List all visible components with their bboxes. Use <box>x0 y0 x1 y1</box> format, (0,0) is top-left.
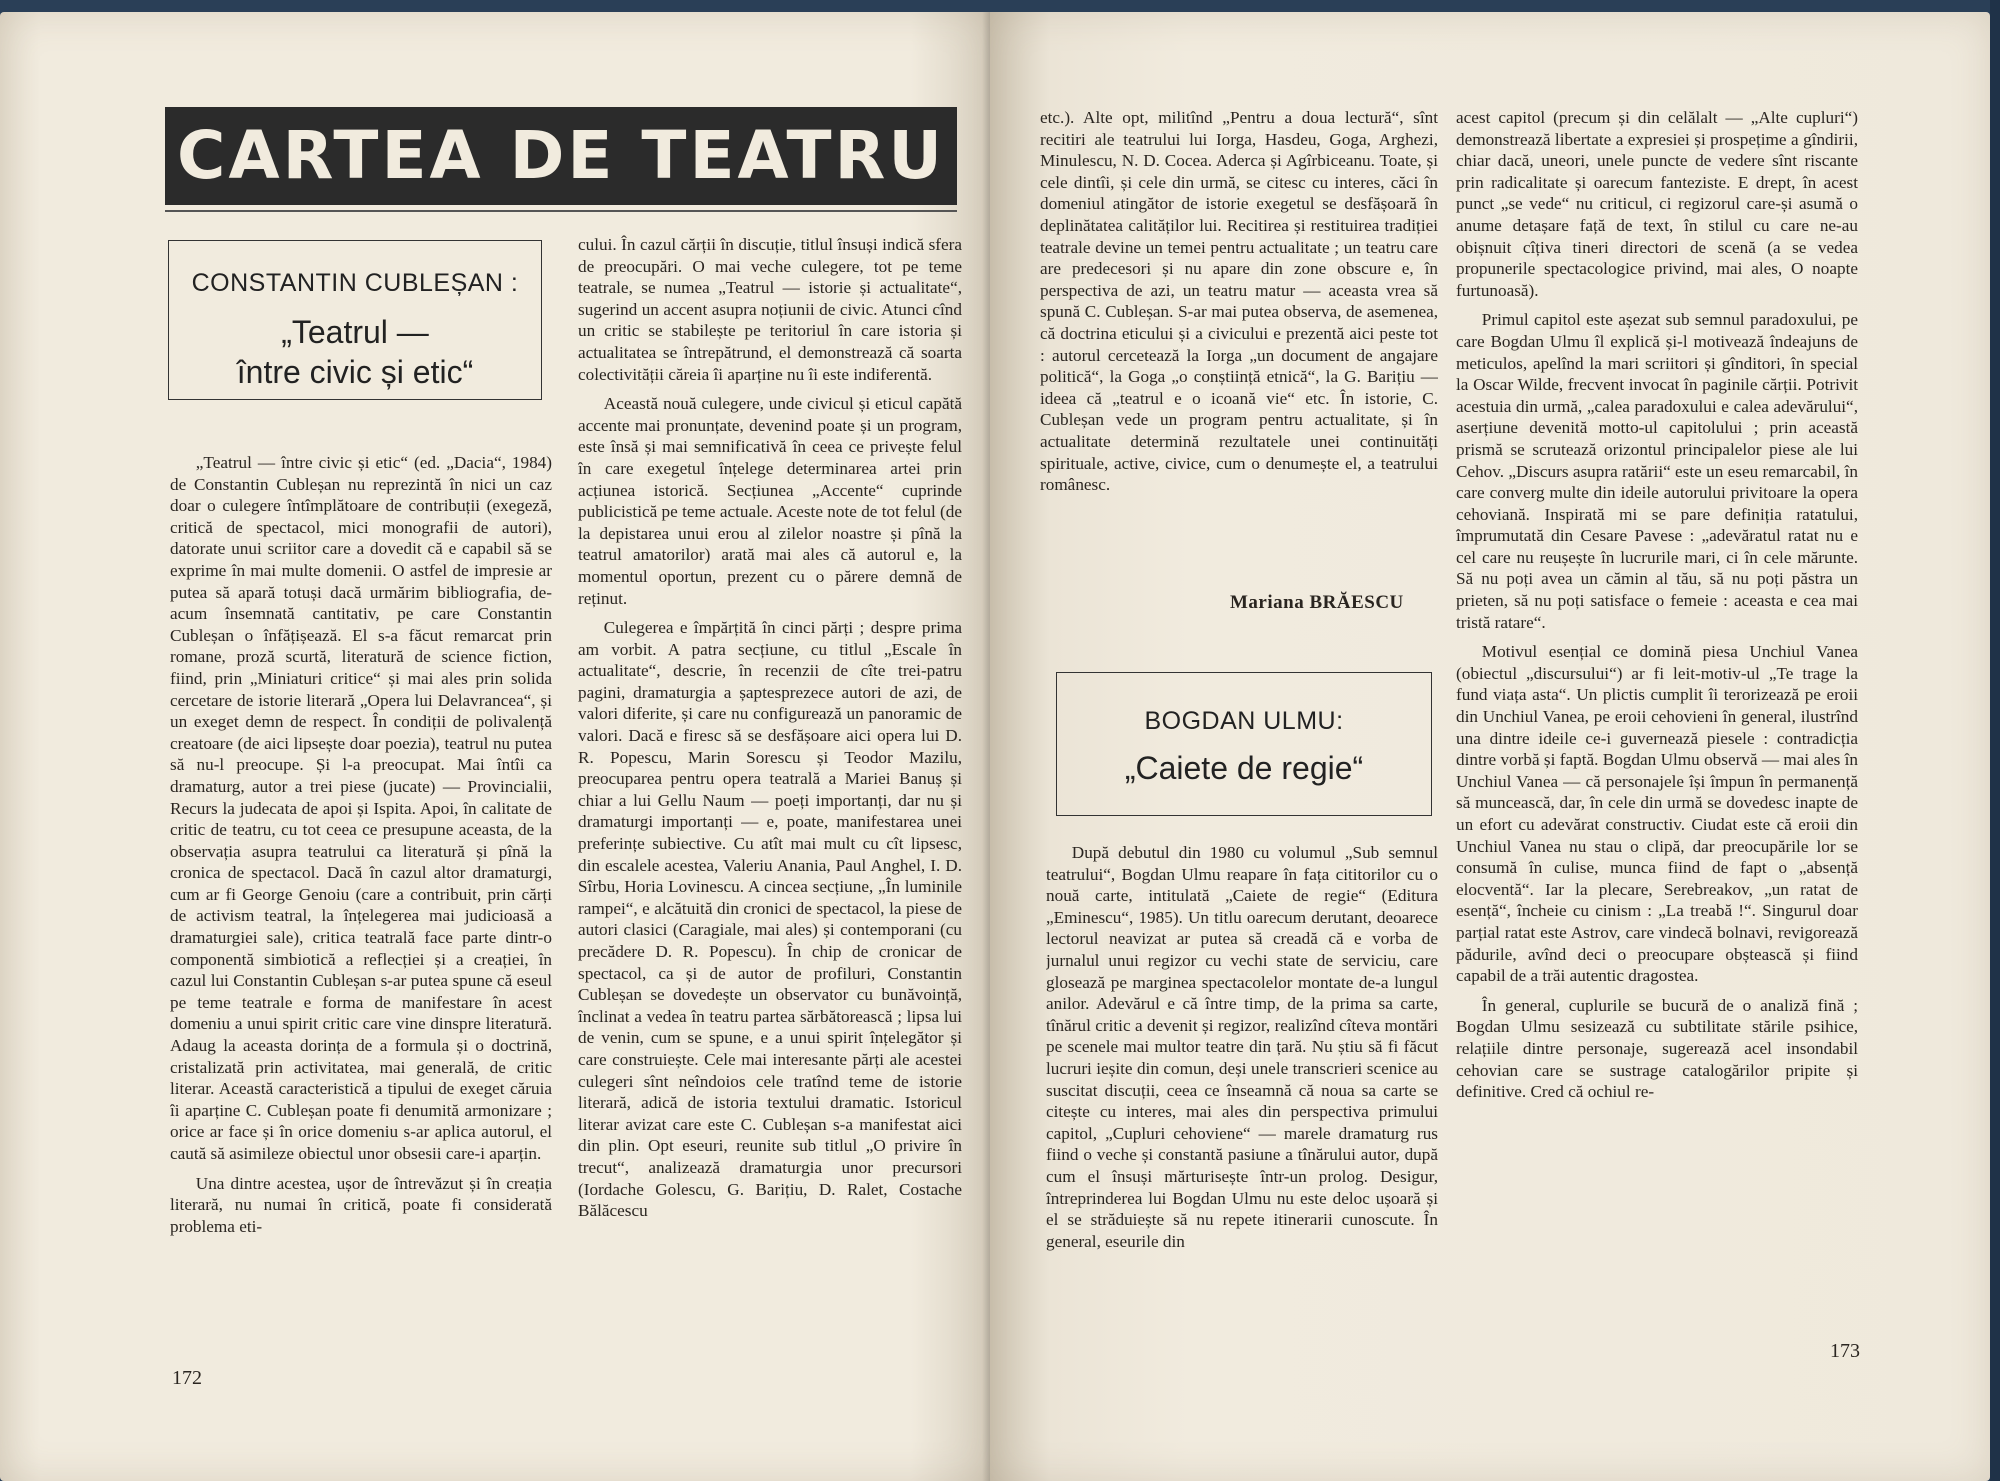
text-column-3-top <box>1040 107 1438 577</box>
page-number: 172 <box>172 1367 202 1389</box>
paragraph: „Teatrul — între civic și etic“ (ed. „Dacia“, 1984) de Constantin Cubleșan nu reprezintă în nici un caz doar o culegere întîmplătoare de contribuții (exegeză, critică de spectacol, mici monografii de autori), datorate unui scriitor care a dovedit că e capabil să se exprime în mai multe domenii. O astfel de impresie ar putea să apară totuși dacă urmărim bibliografia, de-acum însemnată cantitativ, pe care Constantin Cubleșan o înfățișează. El s-a făcut remarcat prin romane, proză scurtă, literatură de science fiction, fiind, prin „Miniaturi critice“ și mai ales prin solida cercetare de istorie literară „Opera lui Delavrancea“, și un exeget demn de respect. În condiții de polivalență creatoare (de aici lipsește doar poezia), teatrul nu putea să nu-l preocupe. Și l-a preocupat. Mai întîi ca dramaturg, autor a trei piese (jucate) — Provincialii, Recurs la judecata de apoi și Ispita. Apoi, în calitate de critic de teatru, cu tot ceea ce presupune aceasta, de la observația asupra teatrului ca literatură și pînă la cronica de spectacol. Dacă în cazul altor dramaturgi, cum ar fi George Genoiu (care a contribuit, prin cărți de activism teatral, la înțelegerea mai judicioasă a dramaturgiei sale), critica teatrală face parte dintr-o componentă simbiotică a reflecției și a creației, în cazul lui Constantin Cubleșan s-ar putea spune că eseul pe teme teatrale e forma de manifestare în acest domeniu a unui spirit critic care vine dinspre literatură. Adaug la aceasta dorința de a formula și o doctrină, cristalizată prin activitatea, mai generală, de critic literar. Această caracteristică a tipului de exeget căruia îi aparține C. Cubleșan poate fi denumită armonizare ; orice ar face și în orice domeniu s-ar aplica autorul, el caută să asimileze obiectul unor obsesii care-i aparțin. <box>170 453 552 1163</box>
review-author: BOGDAN ULMU: <box>1144 707 1344 735</box>
review-title-box <box>1056 672 1432 816</box>
page-number: 173 <box>1830 1340 1860 1362</box>
paragraph: Motivul esențial ce domină piesa Unchiul Vanea (obiectul „discursului“) ar fi leit-motiv-ul „Te trage la fund viața asta“. Un plictis cumplit îi terorizează pe eroii din Unchiul Vanea, pe eroii cehovieni în general, ilustrînd una dintre ideile ce-i guvernează piesele : contradicția dintre vorbă și faptă. Bogdan Ulmu observă — mai ales în Unchiul Vanea — că personajele își împun în permanență să muncească, dar, în cele din urmă se dovedesc inapte de un efort cu adevărat constructiv. Ciudat este că eroii din Unchiul Vanea nu stau o clipă, dar preocupările lor se consumă în culise, munca fiind de fapt o „absență elocventă“. Iar la plecare, Serebreakov, „un ratat de esență“, încheie cu cinism : „La treabă !“. Singurul doar parțial ratat este Astrov, care vindecă bolnavi, revigorează pădurile, avînd deci o preocupare obștească și fiind capabil de a trăi autentic dragostea. <box>1456 642 1858 986</box>
paragraph: Una dintre acestea, ușor de întrevăzut și în creația literară, nu numai în critică, poate fi considerată problema eti- <box>170 1173 552 1236</box>
paragraph: acest capitol (precum și din celălalt — „Alte cupluri“) demonstrează libertate a expresiei și prospețime a gîndirii, chiar dacă, uneori, unele puncte de vedere sînt riscante prin radicalitate și oarecum fanteziste. E drept, în acest punct „se vede“ nu criticul, ci regizorul care-și asumă o anume detașare față de text, în stilul cu care ne-au obișnuit cîțiva tineri directori de scenă (a se vedea propunerile spectacologice privind, mai ales, O noapte furtunoasă). <box>1456 108 1858 300</box>
paragraph: etc.). Alte opt, militînd „Pentru a doua lectură“, sînt recitiri ale teatrului lui Iorga, Hasdeu, Goga, Arghezi, Minulescu, N. D. Cocea. Aderca și Agîrbiceanu. Toate, și cele dintîi, și cele din urmă, se citesc cu interes, căci în domeniul atingător de istorie exegetul se desfășoară în deplinătatea calităților lui. Recitirea și restituirea tradiției teatrale devine un temei pentru actualitate ; un teatru care are predecesori și nu apare din zone obscure e, în perspectiva de azi, un teatru matur — aceasta vrea să spună C. Cubleșan. S-ar mai putea observa, de asemenea, că doctrina eticului și a civicului e prezentă aici peste tot : autorul cercetează la Iorga „un document de angajare politică“, la Goga „o conștiință etnică“, la G. Barițiu — ideea că „teatrul e o icoană vie“ etc. În istorie, C. Cubleșan vede un program pentru actualitate, și în actualitate determină rezultatele unei continuități spirituale, active, civice, cum o denumește el, a teatrului românesc. <box>1040 108 1438 495</box>
paragraph: Primul capitol este așezat sub semnul paradoxului, pe care Bogdan Ulmu îl explică și-l motivează îndeajuns de meticulos, apelînd la mari scriitori și gînditori, în special la Oscar Wilde, frecvent invocat în paginile cărții. Potrivit acestuia din urmă, „calea paradoxului e calea adevărului“, aserțiune devenită motto-ul capitolului ; prin această prismă se scrutează orizontul principalelor piese ale lui Cehov. „Discurs asupra ratării“ este un eseu remarcabil, în care converg multe din ideile autorului privitoare la opera cehoviană. Inspirată mi se pare definiția ratatului, împrumutată din Cesare Pavese : „adevăratul ratat nu e cel care nu reușește în lucrurile mari, ci în cele mărunte. Să nu poți avea un cămin al tău, să nu poți păstra un prieten, să nu poți satisface o femeie : aceasta e cea mai tristă ratare“. <box>1456 310 1858 632</box>
text-column-4 <box>1456 107 1858 1317</box>
review-book-title-line1: „Teatrul — <box>281 314 429 350</box>
book-spread <box>0 12 2000 1481</box>
book-cover-edge <box>1990 0 2000 1481</box>
text-column-3-bottom <box>1046 842 1438 1328</box>
paragraph: În general, cuplurile se bucură de o analiză fină ; Bogdan Ulmu sesizează cu subtilitate stările psihice, relațiile dintre personaje, sugerează acel insondabil cehovian care se sustrage catalogărilor pripite și definitive. Cred că ochiul re- <box>1456 995 1858 1102</box>
paragraph: Această nouă culegere, unde civicul și eticul capătă accente mai pronunțate, devenind poate și un program, este însă și mai semnificativă în ceea ce privește felul în care exegetul înțelege determinarea artei prin acțiunea istorică. Secțiunea „Accente“ cuprinde publicistică pe teme actuale. Aceste note de tot felul (de la depistarea unui erou al zilelor noastre și pînă la teatrul amatorilor) arată mai ales că autorul e, la momentul oportun, prezent cu o părere demnă de reținut. <box>578 394 962 608</box>
section-header-title: CARTEA DE TEATRU <box>165 107 957 205</box>
paragraph: După debutul din 1980 cu volumul „Sub semnul teatrului“, Bogdan Ulmu reapare în fața cititorilor cu o nouă carte, intitulată „Caiete de regie“ (Editura „Eminescu“, 1985). Un titlu oarecum derutant, deoarece lectorul neavizat ar putea să creadă că e vorba de jurnalul unui regizor cu vechi state de serviciu, care glosează pe marginea spectacolelor montate de-a lungul anilor. Adevărul e că între timp, de la prima sa carte, tînărul critic a devenit și regizor, realizînd cîteva montări pe scenele mai multor teatre din țară. Nu știu să fi făcut lucruri ieșite din comun, deși unele transcrieri scenice au suscitat discuții, ceea ce înseamnă că noua sa carte se citește cu interes, mai ales din perspectiva primului capitol, „Cupluri cehoviene“ — marele dramaturg rus fiind o veche și constantă pasiune a tînărului autor, după cum el însuși mărturisește într-un prolog. Desigur, întreprinderea lui Bogdan Ulmu nu este deloc ușoară și el se străduiește să nu repete itinerarii cunoscute. În general, eseurile din <box>1046 843 1438 1251</box>
paragraph: Culegerea e împărțită în cinci părți ; despre prima am vorbit. A patra secțiune, cu titlul „Escale în actualitate“, descrie, în recenzii de cîte trei-patru pagini, dramaturgia a șaptesprezece autori de azi, de valori diferite, și care nu configurează un panoramic de valori. Dacă e firesc să se desfășoare aici opera lui D. R. Popescu, Marin Sorescu și Teodor Mazilu, preocuparea pentru opera teatrală a Mariei Banuș și chiar a lui Gellu Naum — poeți importanți, dar nu și dramaturgi importanți — e, poate, manifestarea unei preferințe subiective. Cu atît mai mult cu cît lipsesc, din escalele acestea, Valeriu Anania, Paul Anghel, I. D. Sîrbu, Horia Lovinescu. A cincea secțiune, „În luminile rampei“, e alcătuită din cronici de spectacol, la piese de autori clasici (Caragiale, mai ales) și contemporani (cu precădere D. R. Popescu). În chip de cronicar de spectacol, ca și de autor de profiluri, Constantin Cubleșan se dovedește un observator cu bunăvoință, înclinat a vedea în teatru partea sărbătorească ; lipsa lui de venin, cum se spune, e a unui spirit înțelegător și care construiește. Cele mai interesante părți ale acestei culegeri sînt neîndoios cele tratînd teme de istorie literară, adică de istoria textului dramatic. Istoricul literar avizat care este C. Cubleșan s-a manifestat aici din plin. Opt eseuri, reunite sub titlul „O privire în trecut“, analizează dramaturgia unor precursori (Iordache Golescu, G. Barițiu, D. Ralet, Costache Bălăcescu <box>578 618 962 1221</box>
paragraph: cului. În cazul cărții în discuție, titlul însuși indică sfera de preocupări. O mai veche culegere, tot pe teme teatrale, se numea „Teatrul — istorie și actualitate“, sugerind un accent asupra noțiunii de civic. Atunci cînd un critic se stabilește pe teritoriul în care istoria și actualitatea se întrepătrund, el demonstrează că soarta colectivității căreia îi aparține nu îi este indiferentă. <box>578 235 962 384</box>
review-author: CONSTANTIN CUBLEȘAN : <box>191 269 519 297</box>
text-column-2 <box>578 234 962 1352</box>
left-page <box>0 12 990 1481</box>
header-rule <box>165 210 957 212</box>
review-title-box <box>168 240 542 400</box>
review-book-title: „Caiete de regie“ <box>1124 750 1364 786</box>
review-book-title-line2: între civic și etic“ <box>236 354 474 390</box>
right-page <box>990 12 1990 1481</box>
text-column-1 <box>170 452 552 1347</box>
signature: Mariana BRĂESCU <box>1230 592 1404 613</box>
